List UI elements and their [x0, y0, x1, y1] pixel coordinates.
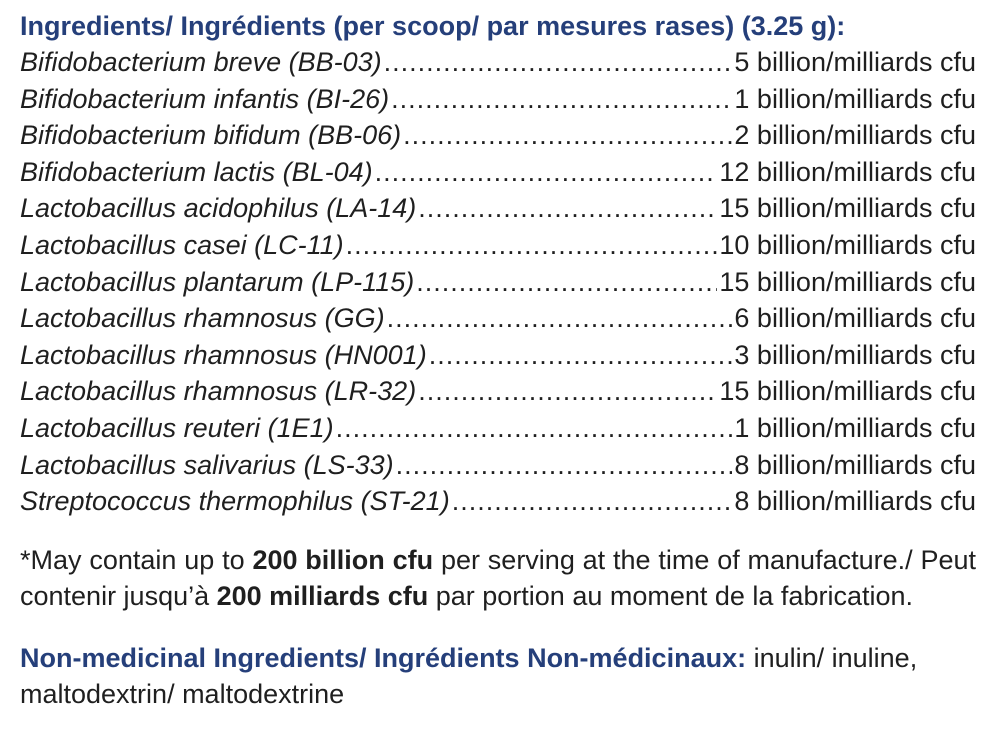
ingredient-name: Lactobacillus rhamnosus (GG) [20, 303, 385, 334]
ingredient-row [20, 190, 976, 227]
dot-leader [384, 44, 733, 81]
non-medicinal-heading: Non-medicinal Ingredients/ Ingrédients Non-médicinaux: [20, 642, 747, 673]
non-medicinal-text: inulin/ inuline, maltodextrin/ maltodextrine [20, 642, 918, 709]
ingredient-name: Lactobacillus rhamnosus (HN001) [20, 339, 427, 370]
ingredient-amount: 15 billion/milliards cfu [719, 266, 976, 297]
ingredient-name: Bifidobacterium breve (BB-03) [20, 47, 382, 77]
ingredient-name: Bifidobacterium infantis (BI-26) [20, 83, 390, 114]
ingredient-row [20, 44, 976, 81]
ingredient-amount: 3 billion/milliards cfu [734, 339, 976, 370]
dot-leader [429, 337, 733, 374]
ingredient-row [20, 264, 976, 301]
ingredients-list [20, 44, 976, 520]
ingredient-row [20, 373, 976, 410]
ingredient-row [20, 154, 976, 191]
dot-leader [418, 373, 717, 410]
footnote-text: par portion au moment de la fabrication. [428, 580, 914, 611]
ingredient-amount: 5 billion/milliards cfu [734, 47, 976, 77]
ingredient-name: Lactobacillus salivarius (LS-33) [20, 449, 394, 480]
ingredient-amount: 15 billion/milliards cfu [719, 193, 976, 224]
ingredient-row [20, 227, 976, 264]
footnote-text: *May contain up to [20, 544, 253, 575]
dot-leader [336, 410, 733, 447]
ingredient-name: Lactobacillus casei (LC-11) [20, 229, 344, 260]
ingredient-name: Lactobacillus plantarum (LP-115) [20, 266, 415, 297]
dot-leader [418, 190, 717, 227]
ingredient-amount: 15 billion/milliards cfu [719, 376, 976, 407]
dot-leader [416, 264, 717, 301]
footnote-bold-billion: 200 billion cfu [252, 544, 434, 575]
ingredient-row [20, 447, 976, 484]
dot-leader [391, 81, 732, 118]
ingredient-row [20, 410, 976, 447]
ingredient-row [20, 337, 976, 374]
ingredient-amount: 8 billion/milliards cfu [734, 449, 976, 480]
ingredient-amount: 2 billion/milliards cfu [734, 120, 976, 151]
ingredient-row [20, 117, 976, 154]
ingredient-amount: 8 billion/milliards cfu [734, 486, 976, 517]
ingredients-heading: Ingredients/ Ingrédients (per scoop/ par mesures rases) (3.25 g): [20, 11, 846, 41]
ingredient-amount: 1 billion/milliards cfu [734, 412, 976, 443]
dot-leader [396, 447, 733, 484]
ingredient-name: Lactobacillus reuteri (1E1) [20, 412, 334, 443]
footnote-bold-milliards: 200 milliards cfu [216, 580, 429, 611]
ingredient-amount: 6 billion/milliards cfu [734, 303, 976, 334]
cfu-footnote [20, 542, 976, 614]
ingredient-amount: 10 billion/milliards cfu [719, 229, 976, 260]
dot-leader [346, 227, 718, 264]
dot-leader [375, 154, 718, 191]
ingredient-name: Bifidobacterium bifidum (BB-06) [20, 120, 402, 151]
dot-leader [387, 300, 733, 337]
ingredient-name: Streptococcus thermophilus (ST-21) [20, 486, 450, 517]
ingredient-row [20, 483, 976, 520]
ingredient-row [20, 300, 976, 337]
non-medicinal-ingredients [20, 640, 976, 712]
ingredient-amount: 1 billion/milliards cfu [734, 83, 976, 114]
footnote-text: per serving at the time of manufacture./ Peut contenir jusqu’à [20, 544, 976, 611]
ingredient-row [20, 81, 976, 118]
ingredient-name: Lactobacillus rhamnosus (LR-32) [20, 376, 417, 407]
dot-leader [403, 117, 732, 154]
ingredient-amount: 12 billion/milliards cfu [719, 156, 976, 187]
ingredient-name: Bifidobacterium lactis (BL-04) [20, 156, 373, 187]
ingredient-name: Lactobacillus acidophilus (LA-14) [20, 193, 417, 224]
dot-leader [452, 483, 733, 520]
